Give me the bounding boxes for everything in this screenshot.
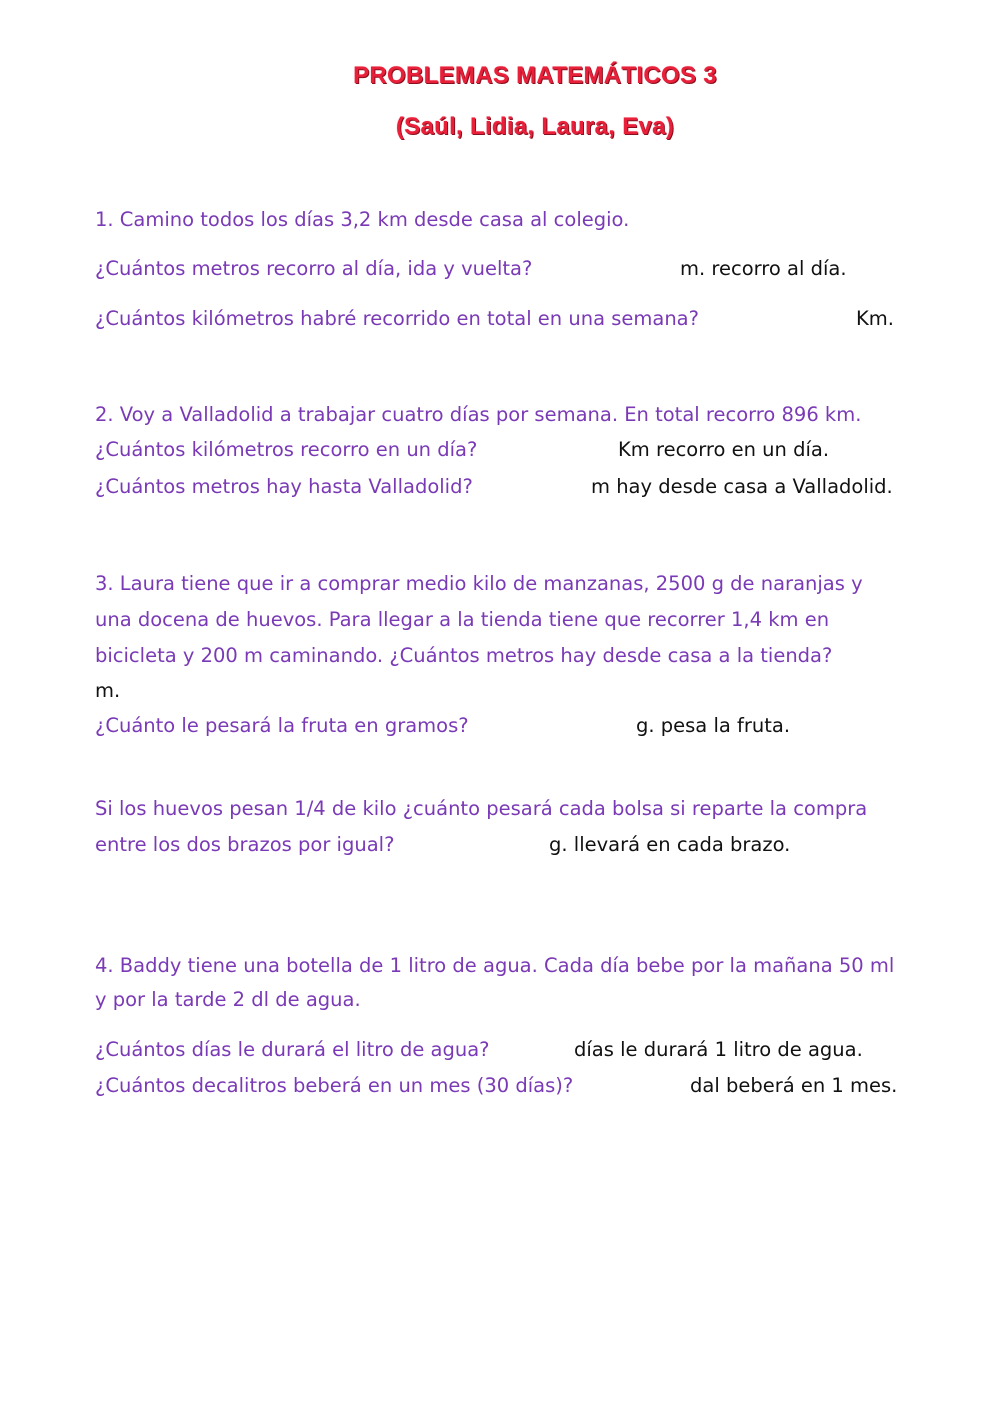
problem4-answer1: días le durará 1 litro de agua.	[574, 1038, 863, 1061]
problem4-question1: ¿Cuántos días le durará el litro de agua?	[95, 1038, 490, 1061]
problem2-answer1: Km recorro en un día.	[618, 438, 830, 461]
page-title: PROBLEMAS MATEMÁTICOS 3	[353, 62, 717, 89]
problem1-statement: 1. Camino todos los días 3,2 km desde casa al colegio.	[95, 208, 630, 231]
problem3-line1: 3. Laura tiene que ir a comprar medio kilo de manzanas, 2500 g de naranjas y	[95, 572, 863, 595]
problem1-question1: ¿Cuántos metros recorro al día, ida y vuelta?	[95, 257, 533, 280]
problem1-answer2: Km.	[856, 307, 894, 330]
problem4-answer2: dal beberá en 1 mes.	[690, 1074, 898, 1097]
problem1-answer1: m. recorro al día.	[680, 257, 847, 280]
problem3-answer2: g. llevará en cada brazo.	[549, 833, 791, 856]
problem2-statement: 2. Voy a Valladolid a trabajar cuatro días por semana. En total recorro 896 km.	[95, 403, 862, 426]
problem3-line3: bicicleta y 200 m caminando. ¿Cuántos metros hay desde casa a la tienda?	[95, 644, 833, 667]
problem3-question1: ¿Cuánto le pesará la fruta en gramos?	[95, 714, 469, 737]
problem3-answer1: g. pesa la fruta.	[636, 714, 791, 737]
problem3-question2-line2: entre los dos brazos por igual?	[95, 833, 395, 856]
problem3-answer0: m.	[95, 679, 121, 702]
page-subtitle: (Saúl, Lidia, Laura, Eva)	[395, 113, 675, 140]
problem1-question2: ¿Cuántos kilómetros habré recorrido en total en una semana?	[95, 307, 699, 330]
problem3-line2: una docena de huevos. Para llegar a la tienda tiene que recorrer 1,4 km en	[95, 608, 830, 631]
problem4-question2: ¿Cuántos decalitros beberá en un mes (30 días)?	[95, 1074, 574, 1097]
problem3-question2-line1: Si los huevos pesan 1/4 de kilo ¿cuánto pesará cada bolsa si reparte la compra	[95, 797, 868, 820]
problem2-question2: ¿Cuántos metros hay hasta Valladolid?	[95, 475, 473, 498]
problem2-question1: ¿Cuántos kilómetros recorro en un día?	[95, 438, 478, 461]
problem2-answer2: m hay desde casa a Valladolid.	[591, 475, 893, 498]
problem4-line1: 4. Baddy tiene una botella de 1 litro de agua. Cada día bebe por la mañana 50 ml	[95, 954, 895, 977]
problem4-line2: y por la tarde 2 dl de agua.	[95, 988, 361, 1011]
